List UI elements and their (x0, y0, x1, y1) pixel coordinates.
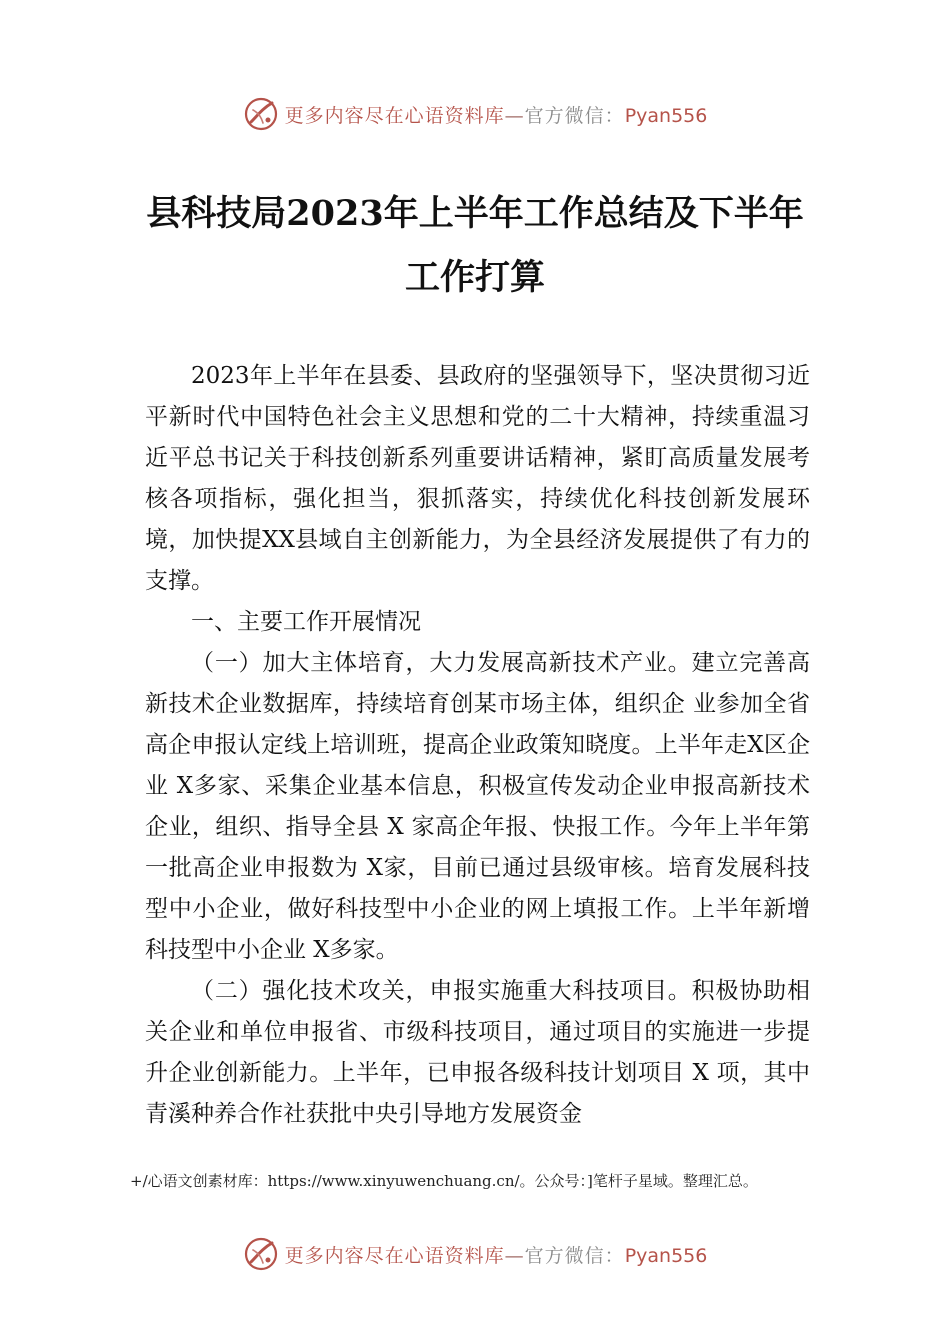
document-title-line-2: 工作打算 (404, 257, 545, 298)
brush-logo-icon (243, 96, 279, 132)
banner-text (285, 1241, 708, 1268)
banner-text (285, 101, 708, 128)
banner-wechat-id: Pyan556 (624, 1244, 708, 1267)
top-watermark-banner (0, 92, 950, 136)
document-title-line-1: 县科技局2023年上半年工作总结及下半年 (146, 193, 804, 234)
banner-separator: — (504, 1244, 525, 1267)
section-heading: 一、主要工作开展情况 (191, 609, 421, 635)
banner-wechat-label: 官方微信： (524, 1244, 625, 1267)
banner-separator: — (504, 104, 525, 127)
intro-paragraph: 2023年上半年在县委、县政府的坚强领导下，坚决贯彻习近平新时代中国特色社会主义思想和党的二十大精神，持续重温习近平总书记关于科技创新系列重要讲话精神，紧盯高质量发展考核各项指标，强化担当，狠抓落实，持续优化科技创新发展环境，加快提XX县域自主创新能力，为全县经济发展提供了有力的支撑。 (145, 363, 810, 594)
banner-wechat-label: 官方微信： (524, 104, 625, 127)
bottom-watermark-banner (0, 1232, 950, 1276)
banner-site-name: 更多内容尽在心语资料库 (284, 1244, 505, 1267)
subsection-2-paragraph: （二）强化技术攻关，申报实施重大科技项目。积极协助相关企业和单位申报省、市级科技项目，通过项目的实施进一步提升企业创新能力。上半年，已申报各级科技计划项目 X 项，其中青溪种养合作社获批中央引导地方发展资金 (145, 978, 810, 1127)
banner-wechat-id: Pyan556 (624, 104, 708, 127)
subsection-1-paragraph: （一）加大主体培育，大力发展高新技术产业。建立完善高新技术企业数据库，持续培育创某市场主体，组织企 业参加全省高企申报认定线上培训班，提高企业政策知晓度。上半年走X区企业 X多家、采集企业基本信息，积极宣传发动企业申报高新技术企业，组织、指导全县 X 家高企年报、快报工作。今年上半年第一批高企业申报数为 X家，目前已通过县级审核。培育发展科技型中小企业，做好科技型中小企业的网上填报工作。上半年新增科技型中小企业 X多家。 (145, 650, 810, 963)
document-title (120, 182, 830, 310)
document-body (145, 356, 810, 1135)
banner-site-name: 更多内容尽在心语资料库 (284, 104, 505, 127)
source-footnote: +/心语文创素材库：https://www.xinyuwenchuang.cn/。公众号：]笔杆子星域。整理汇总。 (130, 1172, 758, 1190)
brush-logo-icon (243, 1236, 279, 1272)
